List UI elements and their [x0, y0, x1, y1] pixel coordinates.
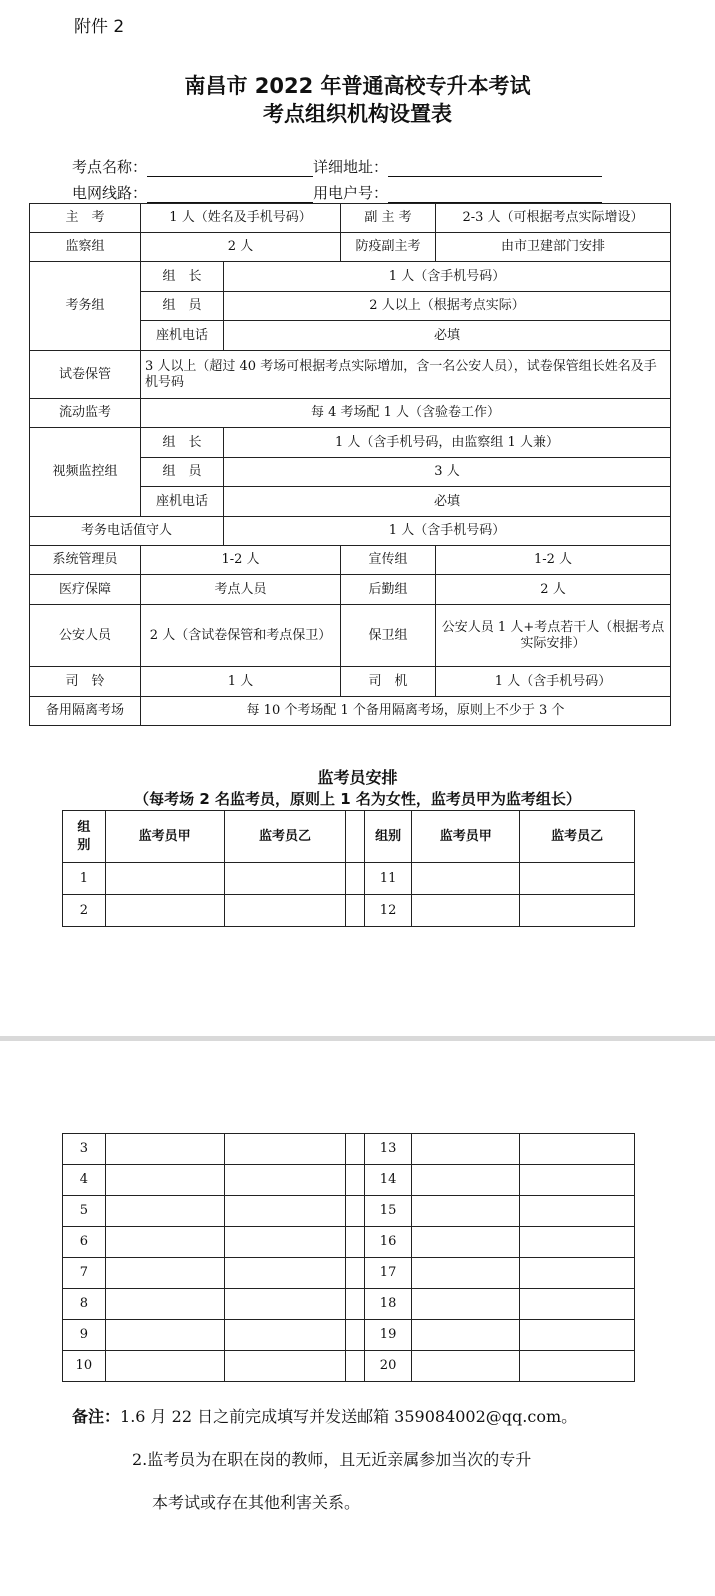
affairs-leader-label: 组 长 [141, 262, 224, 292]
invigilator-b-cell-right[interactable] [520, 1258, 635, 1289]
group-number-left: 9 [63, 1320, 106, 1351]
power-fields-row [72, 182, 602, 203]
invigilator-b-cell-left[interactable] [224, 863, 346, 895]
medical-value: 考点人员 [141, 575, 341, 605]
table-gap [346, 1134, 364, 1165]
supervision-value: 2 人 [141, 233, 341, 262]
driver-value: 1 人（含手机号码） [436, 667, 671, 697]
group-column-header-left [63, 811, 106, 863]
invigilator-b-header-left: 监考员乙 [224, 811, 346, 863]
police-label: 公安人员 [30, 605, 141, 667]
invigilator-b-cell-left[interactable] [224, 1165, 346, 1196]
invigilator-b-cell-right[interactable] [520, 1165, 635, 1196]
security-value: 公安人员 1 人+考点若干人（根据考点实际安排） [436, 605, 671, 667]
invigilator-table-part2 [62, 1133, 635, 1382]
invigilator-row [63, 863, 635, 895]
invigilator-b-cell-left[interactable] [224, 1289, 346, 1320]
group-number-left: 10 [63, 1351, 106, 1382]
invigilator-a-cell-right[interactable] [412, 1289, 520, 1320]
invigilator-a-cell-right[interactable] [412, 1227, 520, 1258]
address-label: 详细地址： [313, 158, 389, 176]
group-header-text-left: 组别 [77, 819, 91, 853]
invigilator-b-cell-left[interactable] [224, 895, 346, 927]
group-number-left: 1 [63, 863, 106, 895]
group-number-right: 19 [364, 1320, 412, 1351]
site-name-label: 考点名称： [72, 158, 148, 176]
invigilator-a-cell-left[interactable] [105, 863, 224, 895]
deputy-value: 2-3 人（可根据考点实际增设） [436, 204, 671, 233]
invigilator-a-cell-right[interactable] [412, 1165, 520, 1196]
invigilator-a-cell-right[interactable] [412, 1196, 520, 1227]
logistics-label: 后勤组 [341, 575, 436, 605]
group-number-right: 17 [364, 1258, 412, 1289]
bell-value: 1 人 [141, 667, 341, 697]
attachment-label: 附件 2 [74, 17, 125, 37]
table-gap [346, 895, 364, 927]
invigilator-b-header-right: 监考员乙 [520, 811, 635, 863]
affairs-leader-value: 1 人（含手机号码） [224, 262, 671, 292]
note-line-3: 本考试或存在其他利害关系。 [152, 1493, 361, 1512]
page-divider [0, 1036, 715, 1041]
table-gap [346, 1258, 364, 1289]
invigilator-a-cell-left[interactable] [105, 1227, 224, 1258]
invigilator-a-cell-right[interactable] [412, 1320, 520, 1351]
document-subtitle: 考点组织机构设置表 [263, 102, 452, 126]
power-account-blank[interactable] [388, 186, 602, 203]
group-number-right: 20 [364, 1351, 412, 1382]
table-gap [346, 1165, 364, 1196]
group-number-left: 5 [63, 1196, 106, 1227]
invigilator-a-cell-left[interactable] [105, 1165, 224, 1196]
video-leader-value: 1 人（含手机号码，由监察组 1 人兼） [224, 428, 671, 458]
group-number-right: 11 [364, 863, 412, 895]
note-label: 备注： [72, 1407, 121, 1426]
affairs-member-value: 2 人以上（根据考点实际） [224, 292, 671, 321]
deputy-label: 副 主 考 [341, 204, 436, 233]
invigilator-b-cell-right[interactable] [520, 1227, 635, 1258]
invigilator-row [63, 1351, 635, 1382]
driver-label: 司 机 [341, 667, 436, 697]
chief-label: 主 考 [30, 204, 141, 233]
affairs-phone-value: 必填 [224, 321, 671, 351]
table-gap [346, 863, 364, 895]
note-line-2: 2.监考员为在职在岗的教师，且无近亲属参加当次的专升 [132, 1450, 532, 1469]
group-number-right: 18 [364, 1289, 412, 1320]
video-label: 视频监控组 [30, 428, 141, 517]
site-fields-row [72, 156, 602, 177]
invigilator-a-cell-right[interactable] [412, 1134, 520, 1165]
group-number-left: 4 [63, 1165, 106, 1196]
mobile-invigilation-label: 流动监考 [30, 399, 141, 428]
publicity-label: 宣传组 [341, 546, 436, 575]
invigilator-b-cell-left[interactable] [224, 1320, 346, 1351]
duty-phone-value: 1 人（含手机号码） [224, 517, 671, 546]
medical-label: 医疗保障 [30, 575, 141, 605]
invigilator-title: 监考员安排 [317, 768, 398, 787]
invigilator-b-cell-left[interactable] [224, 1351, 346, 1382]
paper-custody-value: 3 人以上（超过 40 考场可根据考点实际增加，含一名公安人员），试卷保管组长姓名及手机号码 [141, 351, 671, 399]
invigilator-row [63, 1227, 635, 1258]
invigilator-a-cell-left[interactable] [105, 1289, 224, 1320]
invigilator-b-cell-left[interactable] [224, 1258, 346, 1289]
invigilator-row [63, 1320, 635, 1351]
chief-value: 1 人（姓名及手机号码） [141, 204, 341, 233]
grid-line-label: 电网线路： [72, 184, 148, 202]
supervision-label: 监察组 [30, 233, 141, 262]
group-number-right: 14 [364, 1165, 412, 1196]
invigilator-b-cell-left[interactable] [224, 1196, 346, 1227]
invigilator-row [63, 1289, 635, 1320]
invigilator-b-cell-right[interactable] [520, 1196, 635, 1227]
invigilator-a-cell-right[interactable] [412, 1351, 520, 1382]
invigilator-row [63, 1165, 635, 1196]
invigilator-b-cell-right[interactable] [520, 1320, 635, 1351]
video-leader-label: 组 长 [141, 428, 224, 458]
invigilator-b-cell-left[interactable] [224, 1134, 346, 1165]
grid-line-blank[interactable] [147, 186, 313, 203]
group-number-left: 7 [63, 1258, 106, 1289]
invigilator-row [63, 1258, 635, 1289]
invigilator-a-cell-left[interactable] [105, 1351, 224, 1382]
table-gap [346, 1227, 364, 1258]
invigilator-a-cell-left[interactable] [105, 1320, 224, 1351]
invigilator-b-cell-right[interactable] [520, 1134, 635, 1165]
epidemic-label: 防疫副主考 [341, 233, 436, 262]
invigilator-a-header-left: 监考员甲 [105, 811, 224, 863]
invigilator-b-cell-right[interactable] [520, 1289, 635, 1320]
group-number-right: 13 [364, 1134, 412, 1165]
table-gap [346, 1351, 364, 1382]
invigilator-a-cell-right[interactable] [412, 895, 520, 927]
document-title: 南昌市 2022 年普通高校专升本考试 [184, 74, 531, 98]
video-phone-label: 座机电话 [141, 487, 224, 517]
note-1-text: 1.6 月 22 日之前完成填写并发送邮箱 359084002@qq.com。 [120, 1407, 578, 1426]
invigilator-b-cell-right[interactable] [520, 1351, 635, 1382]
paper-custody-label: 试卷保管 [30, 351, 141, 399]
invigilator-b-cell-right[interactable] [520, 895, 635, 927]
group-number-left: 6 [63, 1227, 106, 1258]
security-label: 保卫组 [341, 605, 436, 667]
invigilator-b-cell-left[interactable] [224, 1227, 346, 1258]
invigilator-row [63, 1134, 635, 1165]
publicity-value: 1-2 人 [436, 546, 671, 575]
video-member-label: 组 员 [141, 458, 224, 487]
invigilator-subtitle: （每考场 2 名监考员，原则上 1 名为女性，监考员甲为监考组长） [134, 790, 581, 808]
group-number-left: 8 [63, 1289, 106, 1320]
invigilator-a-cell-right[interactable] [412, 863, 520, 895]
invigilator-a-cell-left[interactable] [105, 1134, 224, 1165]
table-gap [346, 1196, 364, 1227]
epidemic-value: 由市卫建部门安排 [436, 233, 671, 262]
site-name-blank[interactable] [147, 160, 313, 177]
power-account-label: 用电户号： [313, 184, 389, 202]
isolation-value: 每 10 个考场配 1 个备用隔离考场，原则上不少于 3 个 [141, 697, 671, 726]
invigilator-a-cell-right[interactable] [412, 1258, 520, 1289]
group-column-header-right: 组别 [364, 811, 412, 863]
group-number-right: 16 [364, 1227, 412, 1258]
mobile-invigilation-value: 每 4 考场配 1 人（含验卷工作） [141, 399, 671, 428]
invigilator-table-part1 [62, 810, 635, 927]
police-value: 2 人（含试卷保管和考点保卫） [141, 605, 341, 667]
table-gap [346, 1289, 364, 1320]
bell-label: 司 铃 [30, 667, 141, 697]
video-phone-value: 必填 [224, 487, 671, 517]
video-member-value: 3 人 [224, 458, 671, 487]
affairs-phone-label: 座机电话 [141, 321, 224, 351]
group-number-left: 2 [63, 895, 106, 927]
invigilator-a-cell-left[interactable] [105, 895, 224, 927]
duty-phone-label: 考务电话值守人 [30, 517, 224, 546]
address-blank[interactable] [388, 160, 602, 177]
organization-table [29, 203, 671, 726]
affairs-member-label: 组 员 [141, 292, 224, 321]
invigilator-row [63, 1196, 635, 1227]
invigilator-a-header-right: 监考员甲 [412, 811, 520, 863]
affairs-label: 考务组 [30, 262, 141, 351]
sysadmin-label: 系统管理员 [30, 546, 141, 575]
table-gap [346, 1320, 364, 1351]
invigilator-a-cell-left[interactable] [105, 1258, 224, 1289]
group-number-right: 15 [364, 1196, 412, 1227]
invigilator-row [63, 895, 635, 927]
group-number-left: 3 [63, 1134, 106, 1165]
table-gap [346, 811, 364, 863]
sysadmin-value: 1-2 人 [141, 546, 341, 575]
group-number-right: 12 [364, 895, 412, 927]
note-line-1 [72, 1404, 577, 1427]
isolation-label: 备用隔离考场 [30, 697, 141, 726]
invigilator-a-cell-left[interactable] [105, 1196, 224, 1227]
logistics-value: 2 人 [436, 575, 671, 605]
invigilator-b-cell-right[interactable] [520, 863, 635, 895]
